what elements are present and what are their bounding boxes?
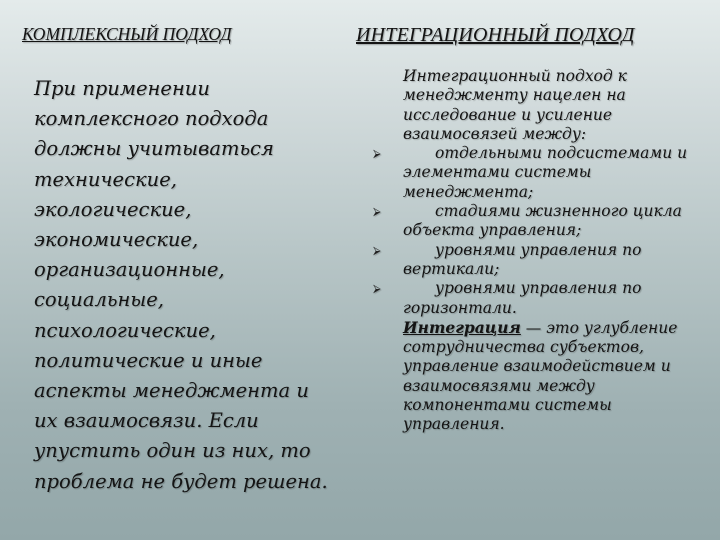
left-text-line: комплексного подхода	[34, 107, 269, 131]
bullet-item	[373, 240, 720, 280]
left-text-line: организационные,	[34, 258, 225, 282]
right-column-heading: ИНТЕГРАЦИОННЫЙ ПОДХОД	[356, 24, 635, 46]
bullet-text: объекта управления;	[403, 221, 582, 240]
left-text-line: должны учитываться	[34, 137, 274, 161]
left-text-line: упустить один из них, то	[34, 439, 311, 463]
intro-line: Интеграционный подход к	[403, 67, 627, 85]
definition-text: — это углубление	[520, 318, 678, 337]
complex-approach-text	[34, 74, 356, 497]
definition-text: компонентами системы	[403, 396, 612, 415]
bullet-text: стадиями жизненного цикла	[435, 202, 682, 221]
definition-text: управления.	[403, 415, 505, 434]
integration-approach-text	[373, 67, 720, 435]
definition-text: сотрудничества субъектов,	[403, 338, 644, 357]
left-text-line: социальные,	[34, 288, 164, 312]
arrow-bullet-icon: ⮚	[373, 243, 381, 257]
left-text-line: При применении	[34, 77, 210, 100]
left-text-line: технические,	[34, 167, 177, 191]
bullet-first-line	[373, 144, 720, 163]
left-text-line: их взаимосвязи. Если	[34, 409, 259, 433]
bullet-first-line	[373, 279, 720, 298]
bullet-text: отдельными подсистемами и	[435, 144, 688, 163]
integration-definition	[403, 318, 720, 435]
left-column-heading: КОМПЛЕКСНЫЙ ПОДХОД	[22, 24, 232, 44]
intro-line: менеджменту нацелен на	[403, 86, 626, 105]
bullet-item	[373, 144, 720, 202]
bullet-text: вертикали;	[403, 259, 500, 278]
left-text-line: проблема не будет решена.	[34, 469, 328, 493]
arrow-bullet-icon: ⮚	[373, 147, 381, 161]
definition-first-line	[403, 318, 720, 338]
bullet-text: элементами системы	[403, 163, 592, 182]
bullet-item	[373, 202, 720, 241]
bullet-item	[373, 279, 720, 318]
intro-line: исследование и усиление	[403, 105, 613, 124]
left-text-line: аспекты менеджмента и	[34, 379, 309, 403]
bullet-first-line	[373, 240, 720, 260]
intro-line: взаимосвязей между:	[403, 124, 587, 143]
bullet-text: уровнями управления по	[435, 279, 642, 298]
arrow-bullet-icon: ⮚	[373, 282, 381, 296]
left-text-line: экономические,	[34, 228, 199, 252]
left-text-line: психологические,	[34, 318, 216, 342]
definition-text: управление взаимодействием и	[403, 357, 671, 376]
bullet-text: уровнями управления по	[435, 240, 642, 259]
arrow-bullet-icon: ⮚	[373, 205, 381, 219]
bullet-text: горизонтали.	[403, 298, 517, 317]
left-text-line: политические и иные	[34, 348, 263, 372]
left-text-line: экологические,	[34, 197, 192, 221]
definition-term: Интеграция	[403, 317, 521, 337]
bullet-text: менеджмента;	[403, 182, 534, 201]
definition-text: взаимосвязями между	[403, 376, 595, 395]
bullet-first-line	[373, 202, 720, 221]
